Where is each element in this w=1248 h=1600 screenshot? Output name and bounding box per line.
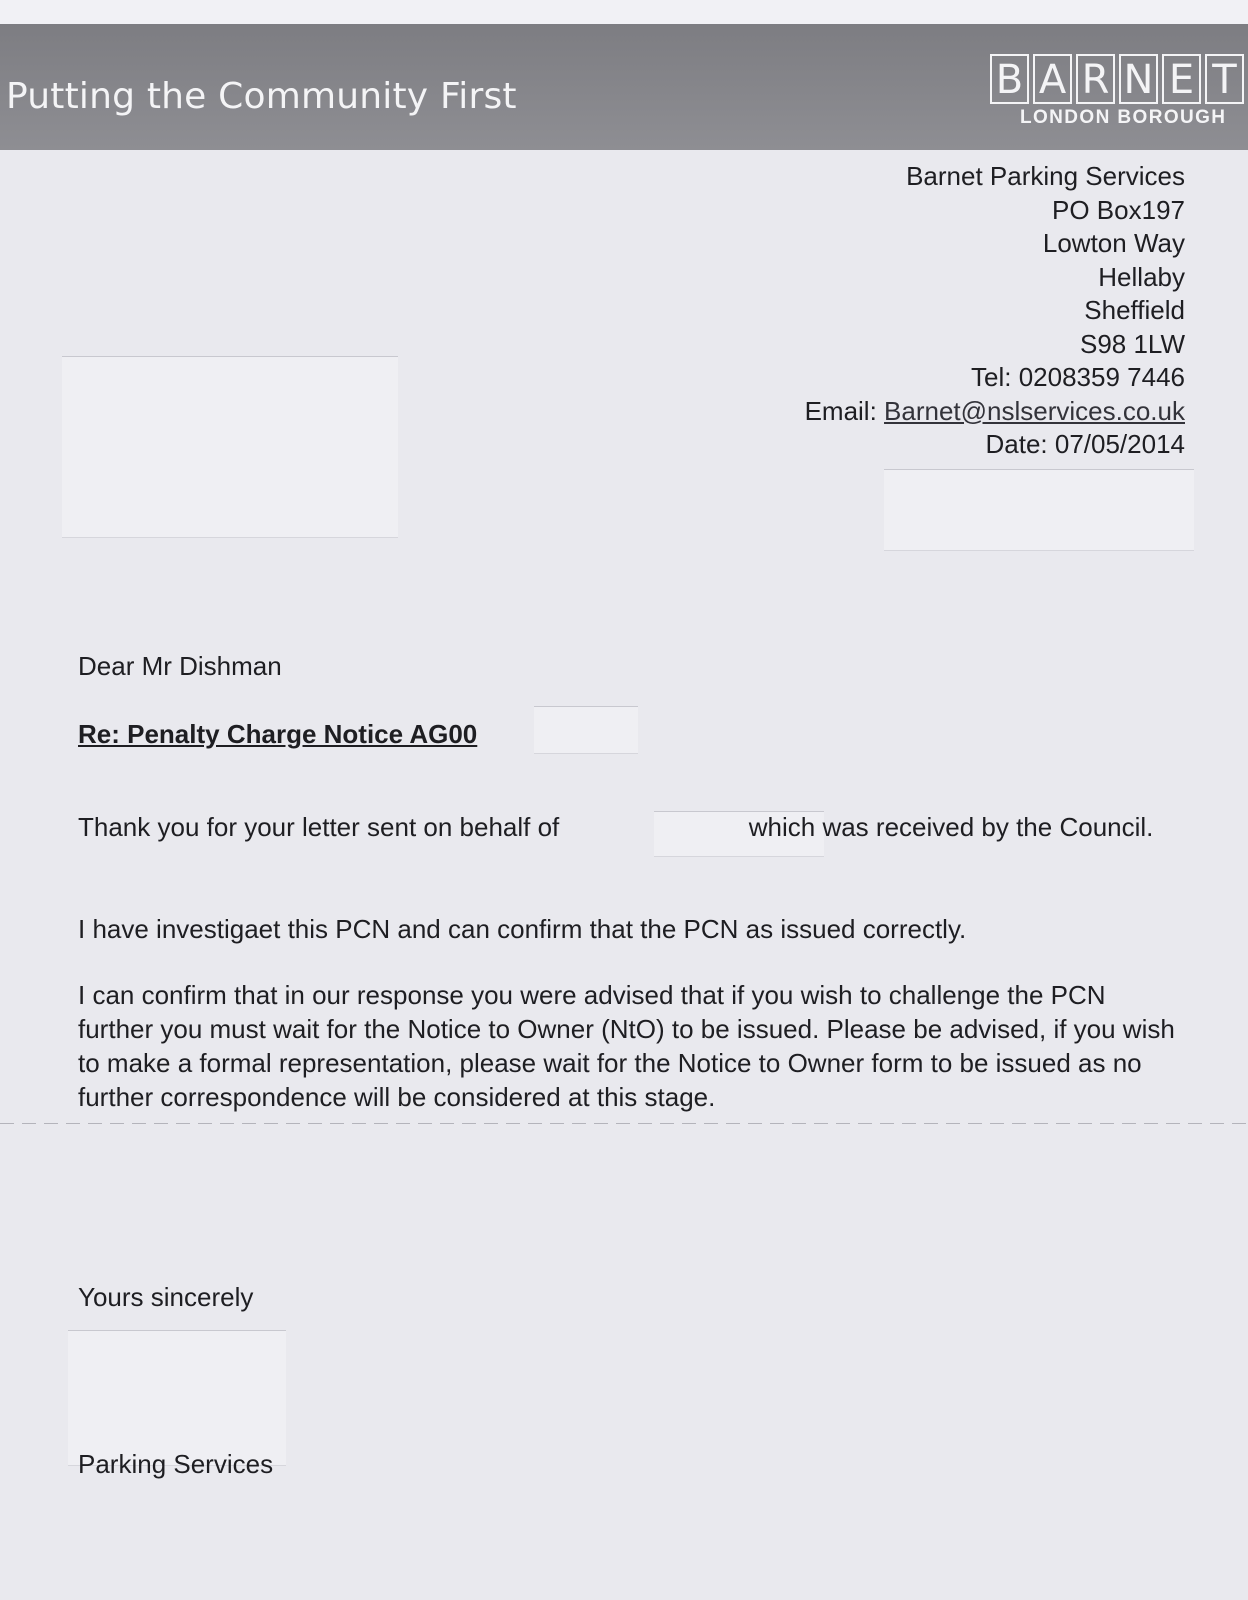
redacted-signature: [68, 1330, 286, 1466]
logo-subtitle: LONDON BOROUGH: [1020, 107, 1227, 128]
logo-letter: E: [1162, 54, 1201, 104]
date-line: [805, 428, 1185, 462]
logo-letters: [990, 54, 1248, 104]
sender-address: [805, 160, 1185, 462]
date-label: Date:: [985, 429, 1055, 459]
paragraph-acknowledgement: [78, 810, 1186, 844]
paragraph-investigation: I have investigaet this PCN and can confirm that the PCN as issued correctly.: [78, 914, 967, 944]
subject-line: Re: Penalty Charge Notice AG00: [78, 719, 478, 749]
address-line: PO Box197: [1052, 194, 1185, 225]
letter-date: 07/05/2014: [1054, 429, 1185, 459]
paragraph-notice-to-owner: I can confirm that in our response you were advised that if you wish to challenge the PCN further you must wait for the Notice to Owner (NtO) to be issued. Please be advised, if you wish to make a formal representation, please wait for the Notice to Owner form to be issued as no further correspondence will be considered at this stage.: [78, 980, 1175, 1112]
logo-letter: B: [990, 54, 1029, 104]
email-line: [805, 395, 1185, 429]
closing: Yours sincerely: [78, 1282, 254, 1312]
logo-letter: T: [1205, 54, 1244, 104]
redacted-reference: [884, 469, 1194, 551]
email-link[interactable]: Barnet@nslservices.co.uk: [884, 395, 1185, 426]
address-line: Lowton Way: [1042, 228, 1185, 258]
logo-letter: A: [1033, 54, 1072, 104]
redacted-pcn-number: [534, 706, 638, 754]
salutation: Dear Mr Dishman: [78, 651, 282, 681]
logo-letter: R: [1076, 54, 1115, 104]
address-line: Barnet Parking Services: [906, 161, 1185, 191]
paragraph-text: which was received by the Council.: [748, 812, 1154, 842]
letterhead-band: [0, 24, 1248, 150]
email-label: Email:: [804, 395, 885, 426]
fold-line: [0, 1123, 1248, 1124]
logo-letter: N: [1119, 54, 1158, 104]
page-top-margin: [0, 0, 1248, 24]
address-line: Hellaby: [1098, 261, 1185, 292]
address-line: S98 1LW: [1079, 328, 1185, 359]
signatory-role: Parking Services: [78, 1449, 274, 1479]
redacted-recipient-address: [62, 356, 398, 538]
slogan: Putting the Community First: [6, 76, 517, 117]
barnet-logo: [990, 54, 1248, 130]
paragraph-text: Thank you for your letter sent on behalf of: [78, 812, 560, 842]
telephone: Tel: 0208359 7446: [971, 362, 1185, 392]
address-line: Sheffield: [1084, 295, 1185, 325]
